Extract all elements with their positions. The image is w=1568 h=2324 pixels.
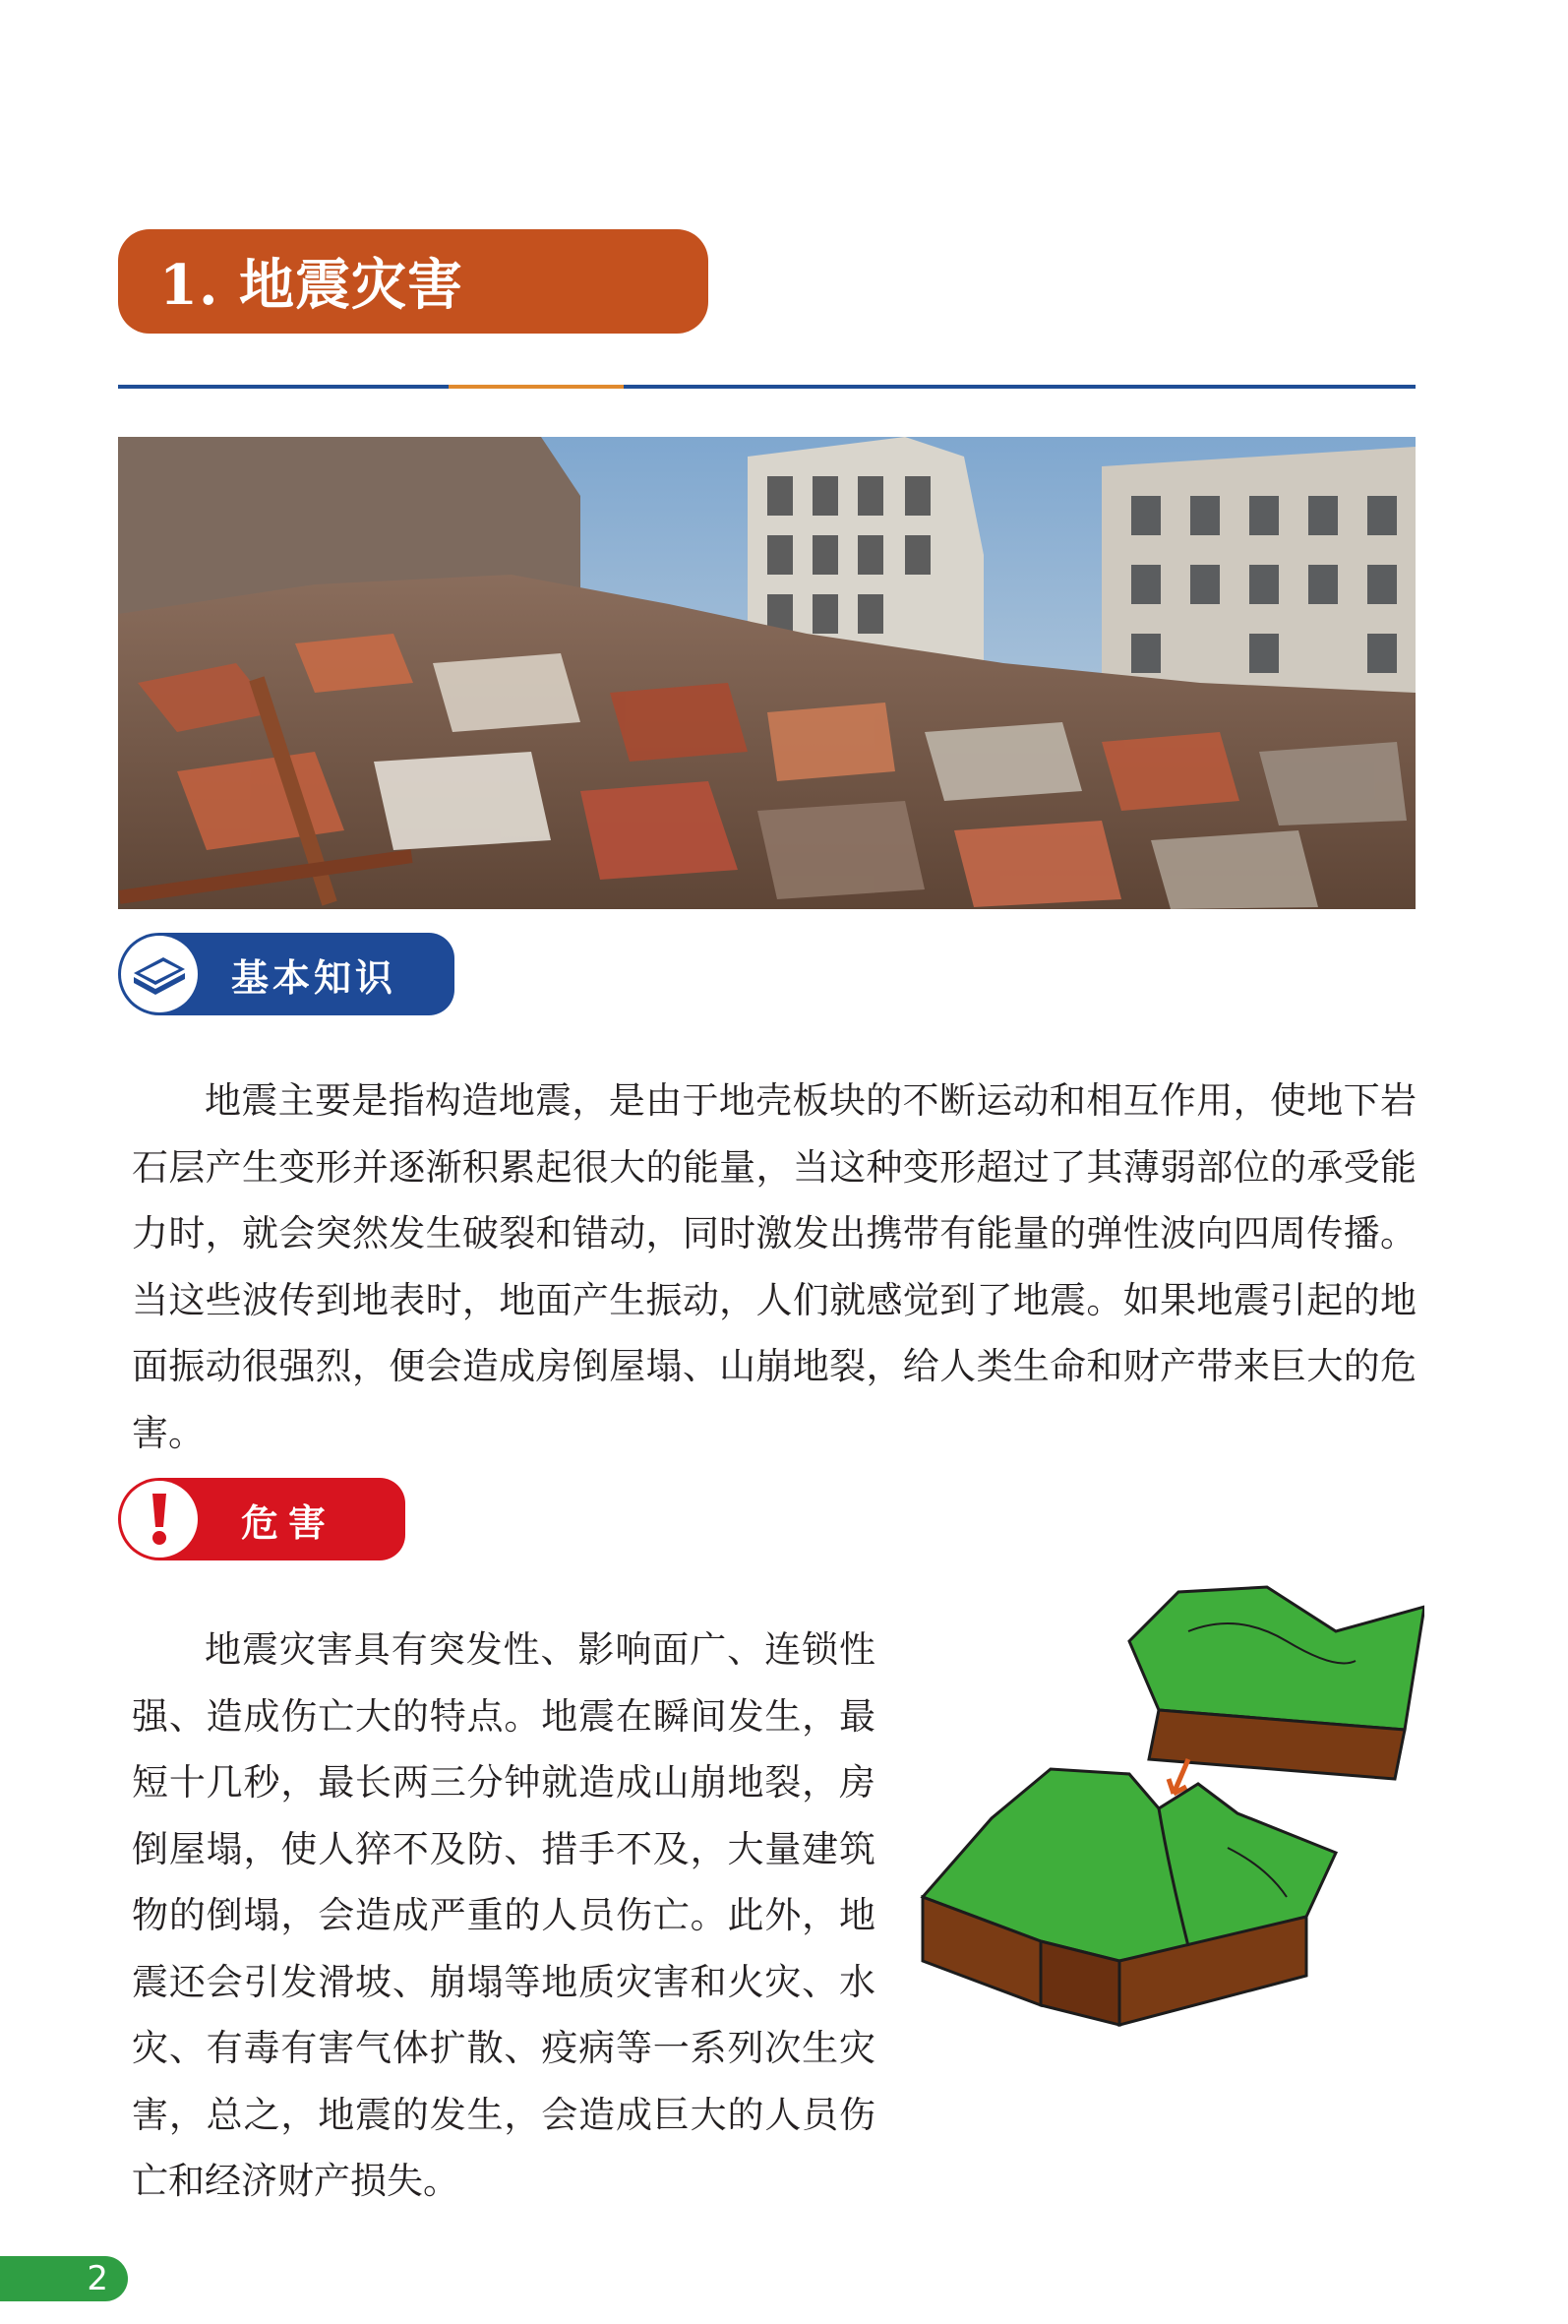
knowledge-paragraph: 地震主要是指构造地震，是由于地壳板块的不断运动和相互作用，使地下岩石层产生变形并逐渐积累起很大的能量，当这种变形超过了其薄弱部位的承受能力时，就会突然发生破裂和错动，同时激发出携带有能量的弹性波向四周传播。当这些波传到地表时，地面产生振动，人们就感觉到了地震。如果地震引起的地面振动很强烈，便会造成房倒屋塌、山崩地裂，给人类生命和财产带来巨大的危害。 (132, 1079, 1417, 1454)
divider-accent (449, 385, 624, 389)
earthquake-rubble-photo (118, 437, 1416, 909)
page-number: 2 (0, 2256, 128, 2301)
knowledge-badge-label: 基本知识 (231, 955, 397, 1000)
fault-illustration (893, 1572, 1424, 2064)
harm-badge (118, 1478, 405, 1560)
harm-badge-label: 危害 (241, 1500, 336, 1545)
section-title: 1. 地震灾害 (159, 253, 463, 318)
book-icon (121, 936, 198, 1012)
harm-paragraph: 地震灾害具有突发性、影响面广、连锁性强、造成伤亡大的特点。地震在瞬间发生，最短十几秒，最长两三分钟就造成山崩地裂，房倒屋塌，使人猝不及防、措手不及，大量建筑物的倒塌，会造成严重的人员伤亡。此外，地震还会引发滑坡、崩塌等地质灾害和火灾、水灾、有毒有害气体扩散、疫病等一系列次生灾害，总之，地震的发生，会造成巨大的人员伤亡和经济财产损失。 (132, 1628, 875, 2202)
divider-rule (118, 385, 449, 389)
knowledge-badge (118, 933, 454, 1015)
divider-rule-right (624, 385, 1416, 389)
section-title-bar (118, 229, 708, 334)
exclamation-icon (121, 1481, 198, 1558)
